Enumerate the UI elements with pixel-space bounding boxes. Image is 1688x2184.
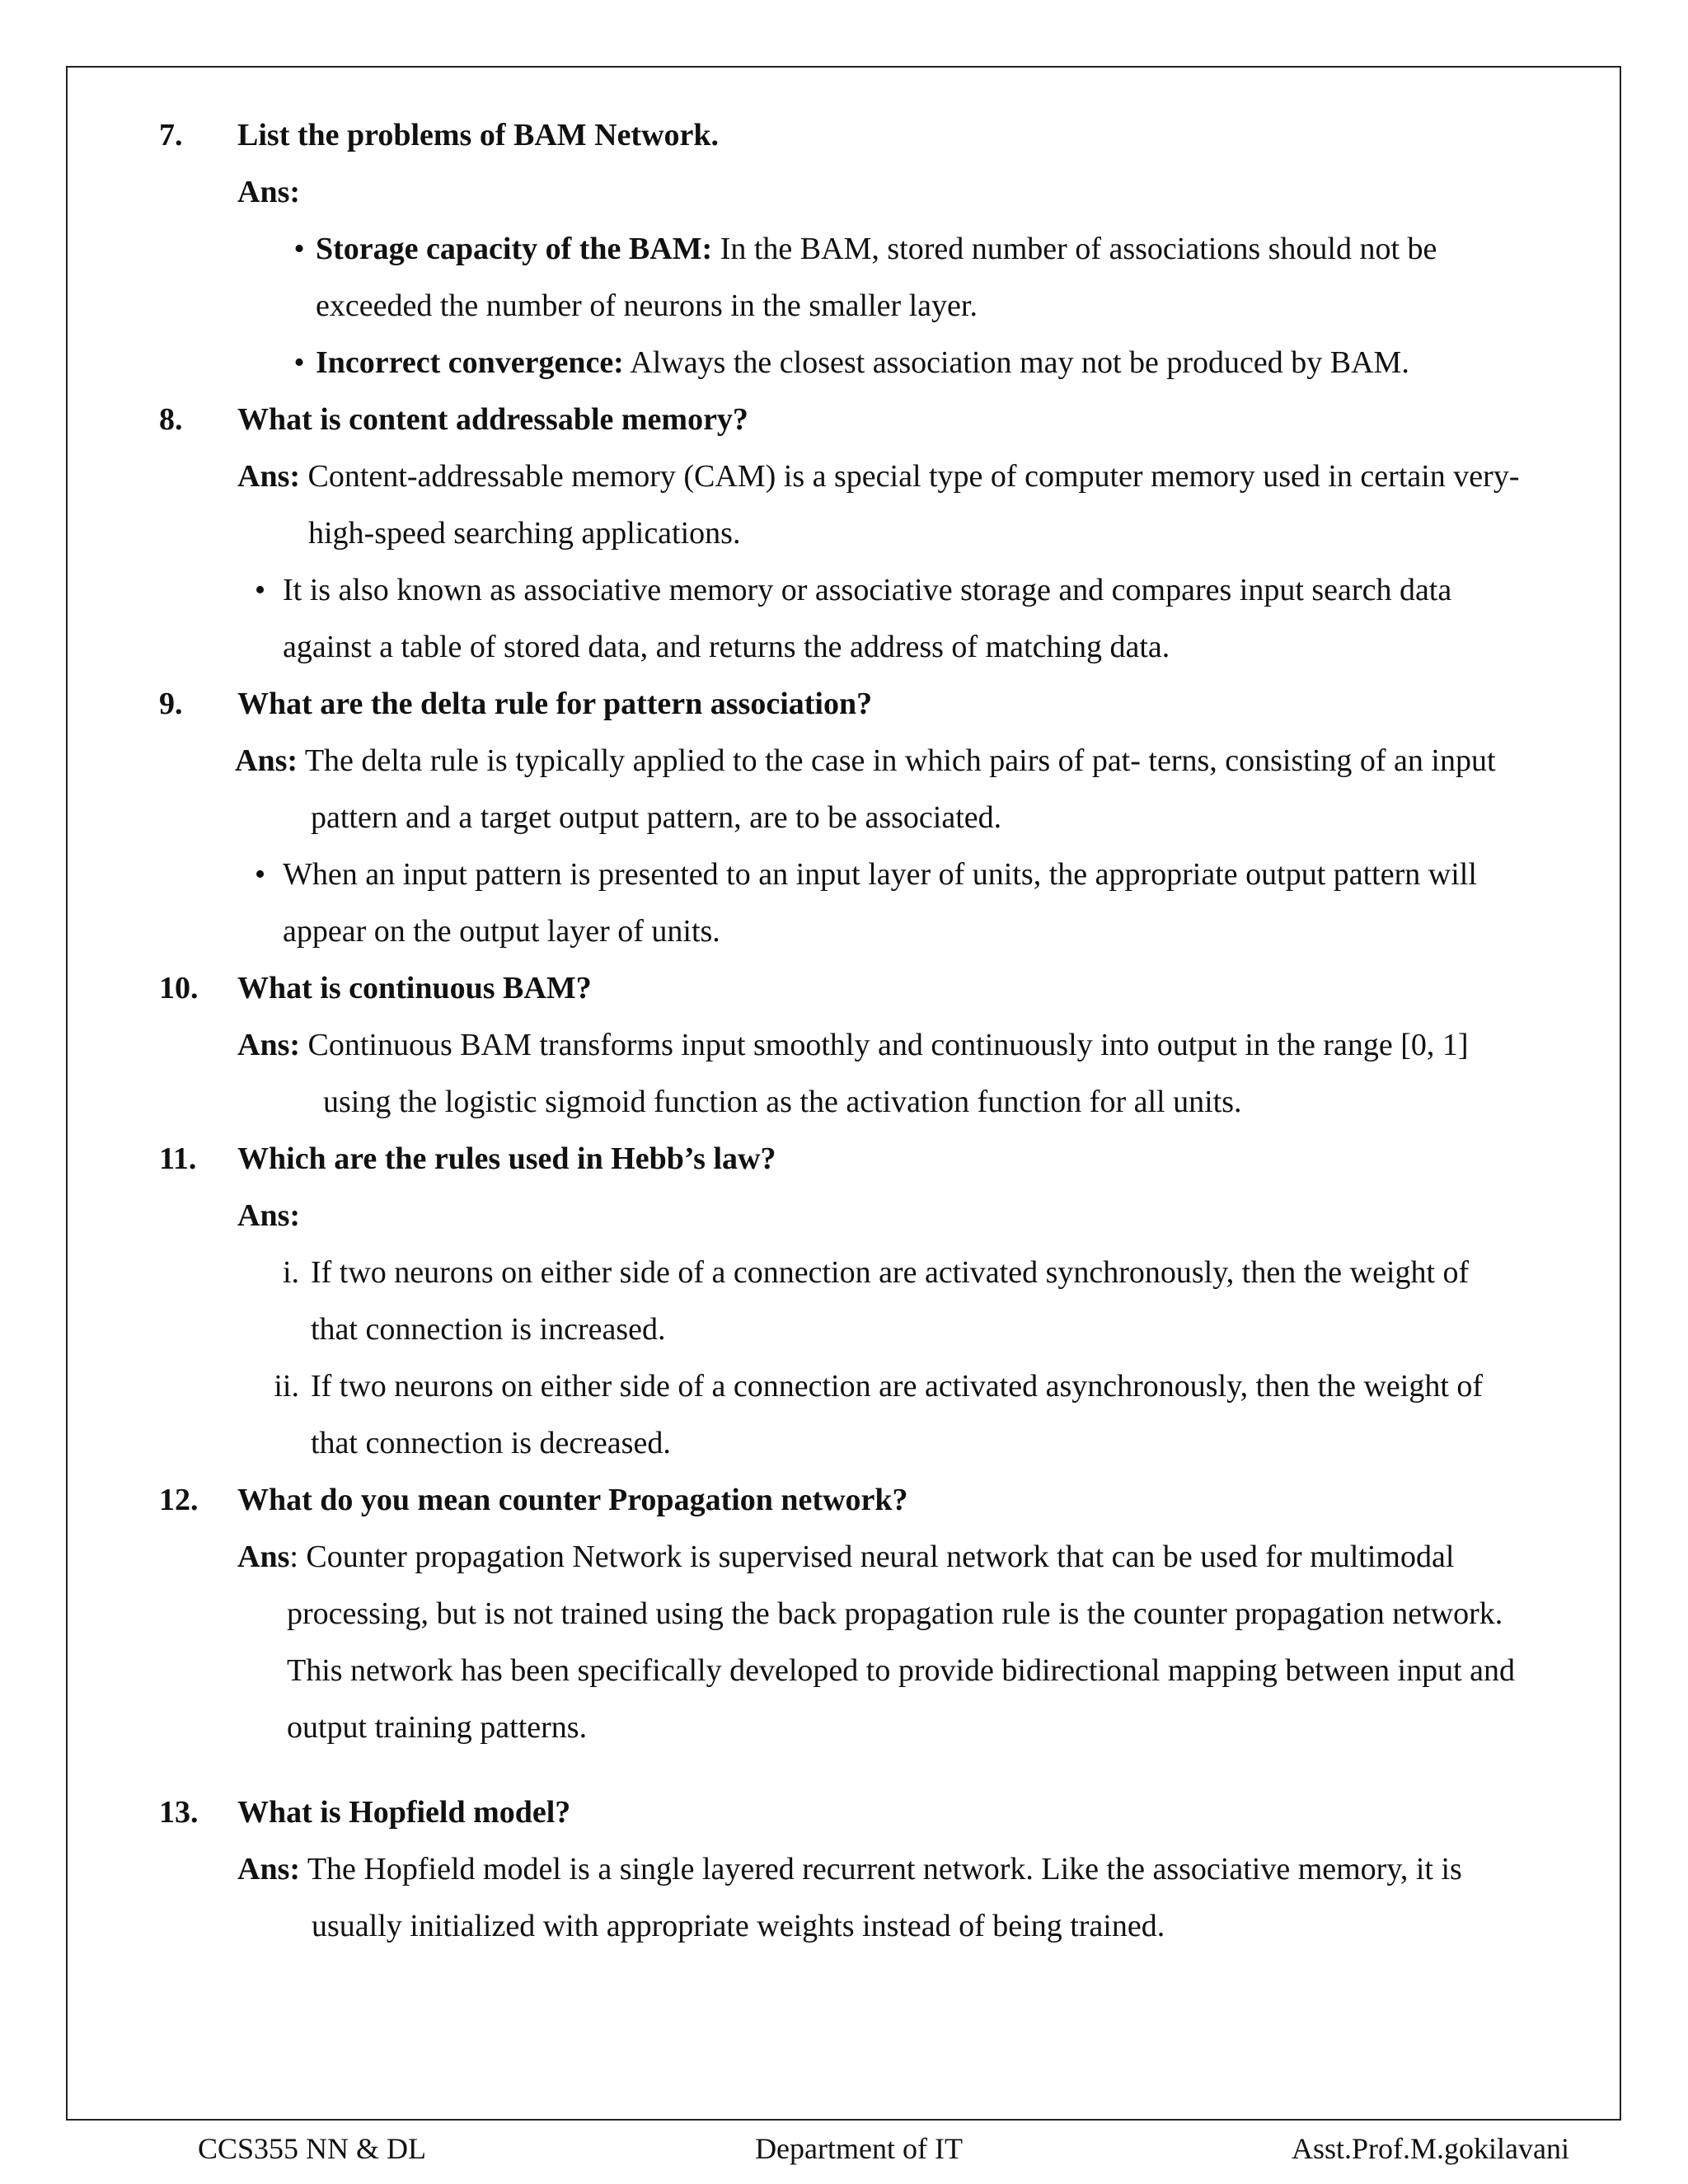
question-title: Which are the rules used in Hebb’s law? [237, 1141, 776, 1176]
bullet-continuation: appear on the output layer of units. [283, 914, 720, 949]
question-number: 10. [159, 971, 199, 1005]
answer-first-line [237, 1017, 1568, 1074]
bullet-first-line: When an input pattern is presented to an input layer of units, the appropriate output pattern will [283, 857, 1477, 892]
bullet-text [283, 846, 1568, 960]
answer-label: Ans: [237, 459, 301, 494]
answer-continuation: output training patterns. [287, 1710, 588, 1745]
answer-block [237, 1529, 1568, 1756]
answer-continuation: high-speed searching applications. [308, 516, 741, 551]
list-marker: i. [282, 1255, 299, 1290]
list-text [311, 1244, 1568, 1358]
bullet-item [283, 335, 1568, 391]
question-number: 9. [159, 687, 183, 721]
bullet-first-line: It is also known as associative memory or associative storage and compares input search data [283, 573, 1452, 607]
bullet-text [283, 562, 1568, 676]
answer-block [237, 1017, 1568, 1131]
bullet-text [316, 335, 1568, 391]
answer-block [235, 733, 1568, 846]
answer-first-line [237, 448, 1568, 505]
answer-first-line [235, 733, 1568, 790]
bullet-icon: • [293, 232, 305, 266]
answer-continuation: processing, but is not trained using the back propagation rule is the counter propagation network. [287, 1596, 1503, 1631]
list-item [258, 1358, 1568, 1472]
answer-label: Ans: [237, 1198, 301, 1233]
bullet-icon: • [254, 573, 266, 607]
answer-text: : Counter propagation Network is supervised neural network that can be used for multimodal [289, 1540, 1455, 1574]
bullet-term: Storage capacity of the BAM: [316, 232, 713, 266]
bullet-text [316, 221, 1568, 335]
answer-label: Ans [237, 1540, 290, 1574]
answer-text: The Hopfield model is a single layered recurrent network. Like the associative memory, it is [300, 1852, 1462, 1886]
bullet-term: Incorrect convergence: [316, 345, 624, 380]
answer-text: Content-addressable memory (CAM) is a special type of computer memory used in certain very- [300, 459, 1520, 494]
list-continuation: that connection is increased. [311, 1312, 666, 1347]
question-number: 11. [159, 1141, 197, 1176]
question-13 [159, 1784, 1568, 1841]
bullet-description: In the BAM, stored number of associations should not be [712, 232, 1437, 266]
question-number: 13. [159, 1795, 199, 1830]
question-number: 7. [159, 118, 183, 152]
answer-first-line [237, 1529, 1568, 1586]
question-title: List the problems of BAM Network. [237, 118, 720, 152]
question-title: What is continuous BAM? [237, 971, 592, 1005]
page-footer [198, 2128, 1569, 2169]
answer-continuation: This network has been specifically developed to provide bidirectional mapping between input and [287, 1653, 1515, 1688]
bullet-item [237, 846, 1568, 960]
list-text [311, 1358, 1568, 1472]
answer-label: Ans: [237, 1852, 301, 1886]
question-title: What do you mean counter Propagation network? [237, 1483, 908, 1517]
question-title: What are the delta rule for pattern association? [237, 687, 873, 721]
answer-block [237, 448, 1568, 562]
list-marker: ii. [274, 1369, 299, 1404]
answer-block [237, 1841, 1568, 1955]
answer-label: Ans: [235, 743, 298, 778]
answer-label: Ans: [237, 175, 301, 209]
answer-continuation: using the logistic sigmoid function as the activation function for all units. [323, 1085, 1242, 1119]
answer-continuation: usually initialized with appropriate weights instead of being trained. [312, 1909, 1165, 1943]
question-number: 8. [159, 402, 183, 437]
question-title: What is content addressable memory? [237, 402, 748, 437]
answer-continuation: pattern and a target output pattern, are to be associated. [311, 800, 1002, 835]
answer-label: Ans: [237, 1028, 301, 1062]
document-body [159, 107, 1568, 1955]
question-10 [159, 960, 1568, 1017]
question-11 [159, 1131, 1568, 1188]
bullet-continuation: against a table of stored data, and returns the address of matching data. [283, 630, 1170, 664]
list-continuation: that connection is decreased. [311, 1426, 671, 1460]
footer-department: Department of IT [755, 2132, 963, 2165]
answer-first-line [237, 1841, 1568, 1898]
question-9 [159, 676, 1568, 733]
question-8 [159, 391, 1568, 448]
bullet-item [237, 562, 1568, 676]
list-first-line: If two neurons on either side of a connection are activated asynchronously, then the weight of [311, 1369, 1484, 1404]
list-first-line: If two neurons on either side of a connection are activated synchronously, then the weight of [311, 1255, 1470, 1290]
bullet-icon: • [254, 857, 266, 892]
question-number: 12. [159, 1483, 199, 1517]
bullet-continuation: exceeded the number of neurons in the smaller layer. [316, 288, 978, 323]
bullet-description: Always the closest association may not be produced by BAM. [623, 345, 1409, 380]
bullet-icon: • [293, 345, 305, 380]
list-item [258, 1244, 1568, 1358]
footer-author: Asst.Prof.M.gokilavani [1292, 2132, 1569, 2165]
question-7 [159, 107, 1568, 164]
answer-text: The delta rule is typically applied to the case in which pairs of pat- terns, consisting of an input [298, 743, 1496, 778]
question-title: What is Hopfield model? [237, 1795, 571, 1830]
question-12 [159, 1472, 1568, 1529]
section-gap [159, 1756, 1568, 1784]
footer-course-code: CCS355 NN & DL [198, 2132, 427, 2165]
answer-text: Continuous BAM transforms input smoothly and continuously into output in the range [0, 1] [300, 1028, 1469, 1062]
bullet-item [283, 221, 1568, 335]
